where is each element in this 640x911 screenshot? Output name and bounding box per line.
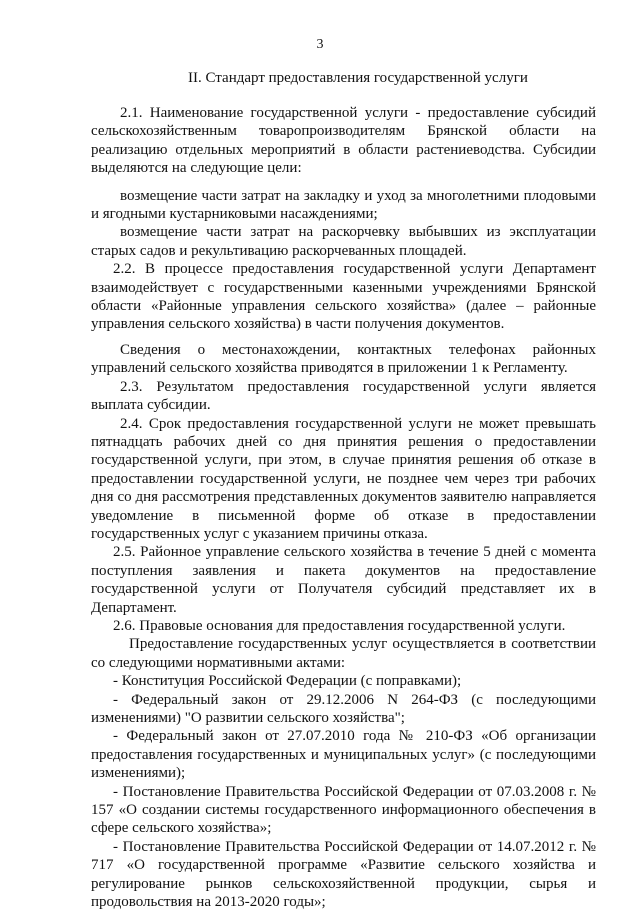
- legal-act-item: - Федеральный закон от 27.07.2010 года № 210-ФЗ «Об организации предоставления государственных и муниципальных услуг» (с последующими изменениями);: [91, 728, 596, 782]
- page-number: 3: [316, 37, 324, 52]
- goal-item-2: возмещение части затрат на раскорчевку выбывших из эксплуатации старых садов и рекультивацию раскорчеванных площадей.: [91, 224, 596, 259]
- document-body: [91, 104, 596, 911]
- paragraph-2-4: 2.4. Срок предоставления государственной услуги не может превышать пятнадцать рабочих дней со дня принятия решения о предоставлении государственной услуги, при этом, в случае принятия решения об отказе в предоставлении государственной услуги, не позднее чем через три рабочих дня со дня рассмотрения представленных документов заявителю направляется уведомление в письменной форме об отказе в предоставлении государственных услуг с указанием причины отказа.: [91, 415, 596, 542]
- paragraph-2-5: 2.5. Районное управление сельского хозяйства в течение 5 дней с момента поступления заявления и пакета документов на предоставление государственной услуги от Получателя субсидий представляет их в Департамент.: [91, 544, 596, 616]
- paragraph-2-3: 2.3. Результатом предоставления государственной услуги является выплата субсидии.: [91, 378, 596, 414]
- paragraph-2-2: 2.2. В процессе предоставления государственной услуги Департамент взаимодействует с государственными казенными учреждениями Брянской области «Районные управления сельского хозяйства» (далее – районные управления сельского хозяйства) в части получения документов.: [91, 261, 596, 333]
- legal-act-item: - Постановление Правительства Российской Федерации от 14.07.2012 г. № 717 «О государственной программе «Развитие сельского хозяйства и регулирование рынков сельскохозяйственной продукции, сырья и продовольствия на 2013-2020 годы»;: [91, 838, 596, 911]
- legal-act-item: - Постановление Правительства Российской Федерации от 07.03.2008 г. № 157 «О создании системы государственного информационного обеспечения в сфере сельского хозяйства»;: [91, 783, 596, 837]
- section-title: II. Стандарт предоставления государственной услуги: [188, 70, 528, 86]
- paragraph-location-info: Сведения о местонахождении, контактных телефонах районных управлений сельского хозяйства приводятся в приложении 1 к Регламенту.: [91, 341, 596, 377]
- legal-act-item: - Федеральный закон от 29.12.2006 N 264-ФЗ (с последующими изменениями) "О развитии сельского хозяйства";: [91, 691, 596, 726]
- paragraph-2-1: 2.1. Наименование государственной услуги - предоставление субсидий сельскохозяйственным товаропроизводителям Брянской области на реализацию отдельных мероприятий в области растениеводства. Субсидии выделяются на следующие цели:: [91, 105, 596, 177]
- legal-act-item: - Конституция Российской Федерации (с поправками);: [113, 673, 462, 690]
- paragraph-2-6: 2.6. Правовые основания для предоставления государственной услуги.: [113, 617, 566, 634]
- goal-item-1: возмещение части затрат на закладку и уход за многолетними плодовыми и ягодными кустарниковыми насаждениями;: [91, 187, 596, 223]
- paragraph-legal-intro: Предоставление государственных услуг осуществляется в соответствии со следующими нормативными актами:: [91, 636, 596, 671]
